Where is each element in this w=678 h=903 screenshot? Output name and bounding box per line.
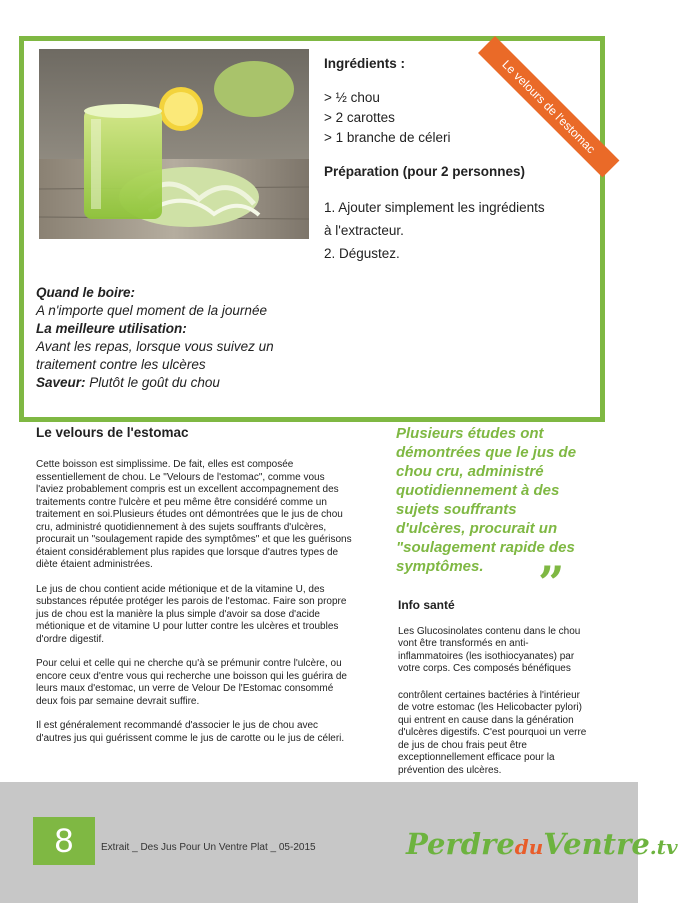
article-paragraph: Pour celui et celle qui ne cherche qu'à se prémunir contre l'ulcère, ou encore ceux d'entre vous qui recherche une boisson qui les guérira de leurs maux d'estomac, un verre de Velour De l'Estomac consommé deux fois par semaine devrait suffire. [36, 658, 347, 707]
info-paragraph: Les Glucosinolates contenu dans le chou vont être transformés en anti-inflammatoires (les isothiocyanates) par votre corps. Ces composés bénéfiques [398, 625, 581, 674]
ingredient-item: > 2 carottes [324, 110, 395, 125]
brand-logo: PerdreduVentre.tv [406, 827, 678, 861]
title-ribbon: Le velours de l'estomac [478, 36, 619, 177]
article-paragraph: Cette boisson est simplissime. De fait, elles est composée essentiellement de chou. Le "Velours de l'estomac", comme vous l'aviez probablement compris est un excellent accompagnement des traitements contre l'ulcère et peu même être considéré comme un traitement en soi.Plusieurs études ont démontrées que le jus de chou cru, administré quotidiennement à des sujets souffrants d'ulcères, procurait un "soulagement rapide des symptômes" et que les guérisons étaient considérablement plus rapides que lorsque d'autres types de diète étaient administrées. [36, 459, 352, 570]
closing-quote-icon: ” [538, 556, 565, 610]
usage-info [36, 284, 316, 392]
article-column [36, 425, 354, 757]
info-title: Info santé [398, 598, 455, 612]
taste-text: Plutôt le goût du chou [89, 375, 220, 390]
when-text: A n'importe quel moment de la journée [36, 303, 267, 318]
ingredients-heading: Ingrédients : [324, 56, 406, 71]
info-paragraph: contrôlent certaines bactéries à l'intérieur de votre estomac (les Helicobacter pylori) qui entrent en cause dans la génération d'ulcères digestifs. C'est pourquoi un verre de jus de chou frais peut être exceptionnellement efficace pour la prévention des ulcères. [398, 689, 587, 776]
taste-label: Saveur: [36, 375, 86, 390]
step-line: à l'extracteur. [324, 223, 404, 238]
article-paragraph: Le jus de chou contient acide métionique et de la vitamine U, des substances réputée protéger les parois de l'estomac. Faire son propre jus de chou est la manière la plus simple d'avoir sa dose d'acide métionique et de vitamine U pour lutter contre les ulcères et troubles d'ordre digestif. [36, 583, 347, 645]
best-use-text: Avant les repas, lorsque vous suivez un traitement contre les ulcères [36, 339, 274, 372]
article-title: Le velours de l'estomac [36, 425, 189, 440]
when-label: Quand le boire: [36, 285, 136, 300]
article-paragraph: Il est généralement recommandé d'associer le jus de chou avec d'autres jus qui guérissent comme le jus de carotte ou le jus de céleri. [36, 720, 345, 744]
step-line: 2. Dégustez. [324, 246, 400, 261]
pull-quote: Plusieurs études ont démontrées que le jus de chou cru, administré quotidiennement à des sujets souffrants d'ulcères, procurait un "soulagement rapide des symptômes. [396, 425, 577, 575]
page-number: 8 [33, 817, 95, 865]
info-sante-box [398, 599, 590, 791]
preparation-heading: Préparation (pour 2 personnes) [324, 164, 526, 179]
step-line: 1. Ajouter simplement les ingrédients [324, 200, 545, 215]
recipe-card [19, 36, 605, 422]
footer-caption: Extrait _ Des Jus Pour Un Ventre Plat _ 05-2015 [101, 842, 316, 853]
best-use-label: La meilleure utilisation: [36, 321, 187, 336]
ingredient-item: > 1 branche de céleri [324, 130, 451, 145]
green-juice-photo [39, 49, 309, 239]
ingredient-item: > ½ chou [324, 90, 380, 105]
preparation-steps [324, 196, 584, 265]
